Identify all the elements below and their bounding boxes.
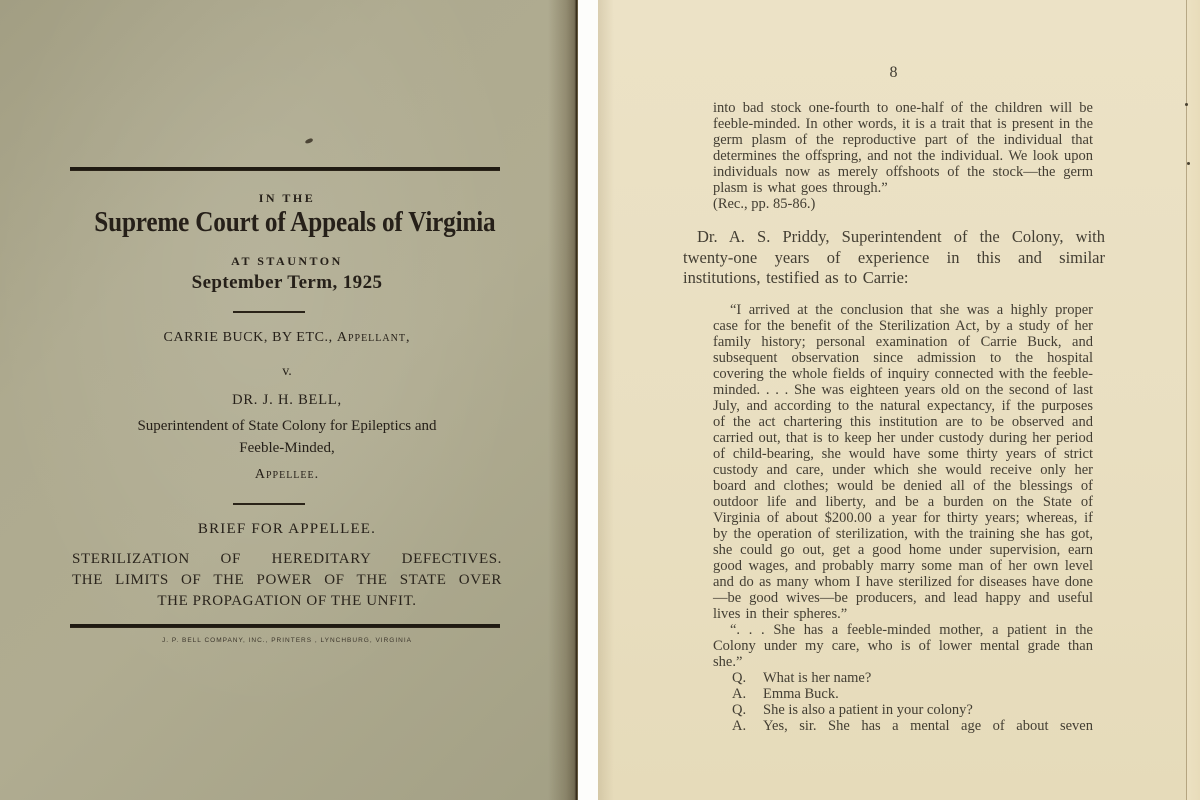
- divider-rule-1: [233, 311, 305, 313]
- text-page: [598, 0, 1200, 800]
- double-rule-bottom: [70, 624, 500, 628]
- qa-text: She is also a patient in your colony?: [763, 701, 973, 718]
- court-location: AT STAUNTON: [231, 254, 343, 268]
- double-rule-top: [70, 167, 500, 171]
- question-answer-block: [732, 670, 1093, 734]
- page-number: 8: [889, 64, 899, 81]
- subtitle-line-1: STERILIZATION OF HEREDITARY DEFECTIVES.: [72, 551, 502, 567]
- subtitle-line-2: THE LIMITS OF THE POWER OF THE STATE OVER: [72, 572, 502, 588]
- appellee-label: [72, 467, 502, 483]
- ink-mark: [305, 138, 314, 144]
- page-edge-line: [1186, 0, 1187, 800]
- page-text-block: [683, 64, 1105, 734]
- appellee-description-line-1: Superintendent of State Colony for Epileptics and: [137, 418, 437, 434]
- cover-page: [0, 0, 578, 800]
- term-line: September Term, 1925: [191, 272, 383, 293]
- qa-speaker: Q.: [732, 701, 747, 718]
- qa-speaker: A.: [732, 717, 747, 734]
- qa-line: [732, 718, 1093, 734]
- qa-text: What is her name?: [763, 669, 872, 686]
- qa-text: Yes, sir. She has a mental age of about seven: [763, 717, 1093, 734]
- paper-speck: [1185, 103, 1188, 106]
- appellee-label-text: Appellee.: [254, 467, 320, 482]
- cover-kicker: IN THE: [258, 191, 316, 205]
- paper-speck: [1187, 162, 1190, 165]
- quote-continuation-paragraph: into bad stock one-fourth to one-half of the children will be feeble-minded. In other words, it is a trait that is present in the germ plasm of the reproductive part of the individual that determines the offspring, and not the individual. We look upon individuals now as merely offshoots of the stock—the germ plasm is what goes through.”: [713, 100, 1093, 196]
- appellant-label: Appellant,: [336, 330, 411, 345]
- qa-speaker: A.: [732, 685, 747, 702]
- appellee-name: DR. J. H. BELL,: [232, 392, 342, 408]
- printer-imprint: J. P. BELL COMPANY, INC., PRINTERS , LYNCHBURG, VIRGINIA: [162, 637, 412, 644]
- subtitle-line-3: THE PROPAGATION OF THE UNFIT.: [157, 593, 417, 609]
- qa-line: [732, 702, 1093, 718]
- versus: v.: [282, 364, 292, 379]
- brief-subtitle: [72, 549, 502, 612]
- divider-rule-2: [233, 503, 305, 505]
- qa-text: Emma Buck.: [763, 685, 839, 702]
- court-title: [72, 207, 502, 239]
- page-gutter: [578, 0, 598, 800]
- court-title-text: Supreme Court of Appeals of Virginia: [94, 207, 496, 238]
- testimony-quote-paragraph-2: “. . . She has a feeble-minded mother, a patient in the Colony under my care, who is of lower mental grade than she.”: [713, 621, 1093, 670]
- qa-speaker: Q.: [732, 669, 747, 686]
- page-edge-strip: [1187, 0, 1200, 800]
- appellee-description-line-2: Feeble-Minded,: [239, 440, 335, 456]
- brief-title: BRIEF FOR APPELLEE.: [197, 521, 377, 537]
- testimony-quote-paragraph: “I arrived at the conclusion that she was a highly proper case for the benefit of the Sterilization Act, by a study of her family history; personal examination of Carrie Buck, and subsequent observation since admission to the hospital covering the whole fields of inquiry connected with the feeble-minded. . . . She was eighteen years old on the second of last July, and according to the natural expectancy, if the purposes of the act chartering this institution are to be observed and carried out, that is to keep her under custody during her period of child-bearing, she would have some thirty years of strict custody and care, under which she would receive only her board and clothes; would be denied all of the blessings of outdoor life and liberty, and be a burden on the State of Virginia of about $200.00 a year for thirty years; whereas, if by the operation of sterilization, with the training she has got, she could go out, get a good home under supervision, earn good wages, and probably marry some man of her own level and do as many whom I have sterilized for diseases have done—be good wives—be producers, and lead happy and useful lives in their spheres.”: [713, 301, 1093, 622]
- intro-paragraph: Dr. A. S. Priddy, Superintendent of the Colony, with twenty-one years of experience in this and similar institutions, testified as to Carrie:: [683, 227, 1105, 287]
- record-citation: (Rec., pp. 85-86.): [713, 196, 816, 212]
- qa-line: [732, 670, 1093, 686]
- qa-line: [732, 686, 1093, 702]
- appellant-line: [72, 330, 502, 346]
- appellant-name: CARRIE BUCK, BY ETC.,: [163, 330, 337, 345]
